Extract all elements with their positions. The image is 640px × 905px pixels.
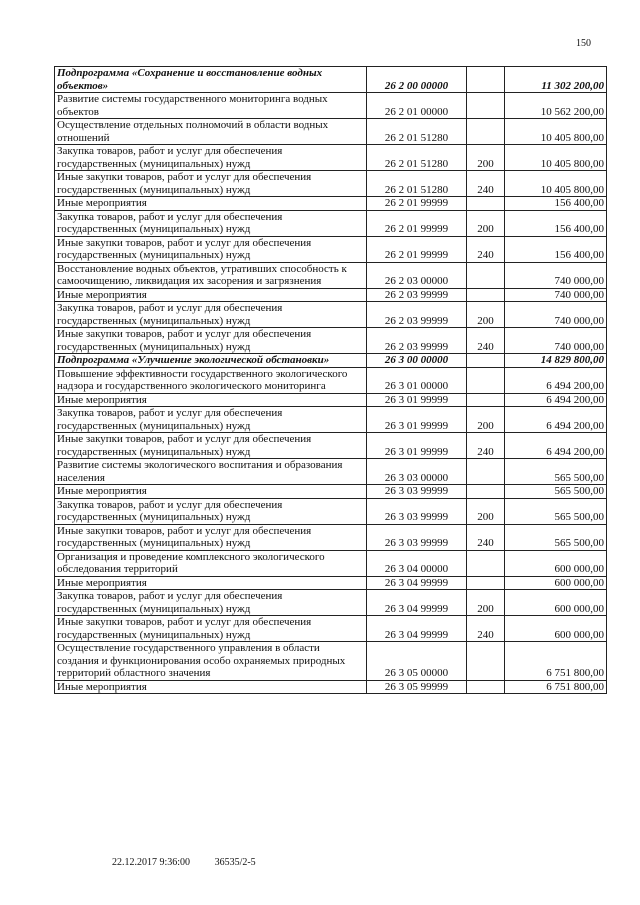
row-name-cell: Закупка товаров, работ и услуг для обеспечения государственных (муниципальных) нужд xyxy=(55,590,367,616)
row-expense-type-cell: 200 xyxy=(467,498,505,524)
row-name-cell: Иные закупки товаров, работ и услуг для обеспечения государственных (муниципальных) нужд xyxy=(55,328,367,354)
row-expense-type-cell: 240 xyxy=(467,236,505,262)
row-code-cell: 26 3 05 00000 xyxy=(367,642,467,681)
row-expense-type-cell xyxy=(467,576,505,590)
row-name-cell: Иные мероприятия xyxy=(55,485,367,499)
table-row xyxy=(55,145,607,171)
row-code-cell: 26 3 01 00000 xyxy=(367,367,467,393)
row-code-cell: 26 3 04 99999 xyxy=(367,576,467,590)
row-expense-type-cell xyxy=(467,459,505,485)
row-sum-cell: 10 405 800,00 xyxy=(505,171,607,197)
row-sum-cell: 10 562 200,00 xyxy=(505,93,607,119)
row-sum-cell: 156 400,00 xyxy=(505,236,607,262)
row-expense-type-cell: 240 xyxy=(467,171,505,197)
row-name-cell: Иные мероприятия xyxy=(55,680,367,694)
table-row xyxy=(55,328,607,354)
budget-table xyxy=(54,66,607,694)
row-sum-cell: 6 751 800,00 xyxy=(505,642,607,681)
row-expense-type-cell: 240 xyxy=(467,328,505,354)
row-code-cell: 26 2 03 00000 xyxy=(367,262,467,288)
table-row xyxy=(55,590,607,616)
row-code-cell: 26 3 04 99999 xyxy=(367,590,467,616)
row-sum-cell: 10 405 800,00 xyxy=(505,145,607,171)
row-sum-cell: 740 000,00 xyxy=(505,328,607,354)
table-row xyxy=(55,550,607,576)
row-sum-cell: 156 400,00 xyxy=(505,210,607,236)
row-name-cell: Закупка товаров, работ и услуг для обеспечения государственных (муниципальных) нужд xyxy=(55,498,367,524)
row-expense-type-cell xyxy=(467,680,505,694)
row-expense-type-cell: 200 xyxy=(467,210,505,236)
row-expense-type-cell xyxy=(467,393,505,407)
row-sum-cell: 600 000,00 xyxy=(505,616,607,642)
table-row xyxy=(55,524,607,550)
row-name-cell: Закупка товаров, работ и услуг для обеспечения государственных (муниципальных) нужд xyxy=(55,210,367,236)
row-code-cell: 26 3 03 00000 xyxy=(367,459,467,485)
row-name-cell: Иные закупки товаров, работ и услуг для обеспечения государственных (муниципальных) нужд xyxy=(55,616,367,642)
row-name-cell: Иные мероприятия xyxy=(55,197,367,211)
row-code-cell: 26 3 03 99999 xyxy=(367,498,467,524)
row-name-cell: Иные закупки товаров, работ и услуг для обеспечения государственных (муниципальных) нужд xyxy=(55,524,367,550)
document-footer xyxy=(112,857,278,868)
table-row xyxy=(55,393,607,407)
table-row xyxy=(55,459,607,485)
row-code-cell: 26 2 01 00000 xyxy=(367,93,467,119)
subprogram-row xyxy=(55,354,607,368)
footer-datetime: 22.12.2017 9:36:00 xyxy=(112,857,191,868)
table-row xyxy=(55,93,607,119)
row-expense-type-cell xyxy=(467,642,505,681)
row-code-cell: 26 3 04 99999 xyxy=(367,616,467,642)
row-expense-type-cell xyxy=(467,262,505,288)
row-expense-type-cell: 200 xyxy=(467,590,505,616)
row-sum-cell: 6 751 800,00 xyxy=(505,680,607,694)
row-sum-cell: 14 829 800,00 xyxy=(505,354,607,368)
table-row xyxy=(55,236,607,262)
row-sum-cell: 600 000,00 xyxy=(505,576,607,590)
row-name-cell: Иные закупки товаров, работ и услуг для обеспечения государственных (муниципальных) нужд xyxy=(55,171,367,197)
row-name-cell: Закупка товаров, работ и услуг для обеспечения государственных (муниципальных) нужд xyxy=(55,407,367,433)
row-code-cell: 26 3 01 99999 xyxy=(367,407,467,433)
row-expense-type-cell xyxy=(467,367,505,393)
row-name-cell: Восстановление водных объектов, утративших способность к самоочищению, ликвидация их засорения и загрязнения xyxy=(55,262,367,288)
row-name-cell: Организация и проведение комплексного экологического обследования территорий xyxy=(55,550,367,576)
row-code-cell: 26 3 05 99999 xyxy=(367,680,467,694)
row-name-cell: Осуществление государственного управления в области создания и функционирования особо охраняемых природных территорий областного значения xyxy=(55,642,367,681)
row-expense-type-cell: 200 xyxy=(467,145,505,171)
row-expense-type-cell xyxy=(467,197,505,211)
table-row xyxy=(55,197,607,211)
row-code-cell: 26 3 03 99999 xyxy=(367,524,467,550)
row-name-cell: Иные закупки товаров, работ и услуг для обеспечения государственных (муниципальных) нужд xyxy=(55,433,367,459)
table-row xyxy=(55,498,607,524)
row-code-cell: 26 2 01 99999 xyxy=(367,236,467,262)
row-sum-cell: 11 302 200,00 xyxy=(505,67,607,93)
table-row xyxy=(55,642,607,681)
row-code-cell: 26 3 03 99999 xyxy=(367,485,467,499)
row-sum-cell: 565 500,00 xyxy=(505,485,607,499)
table-row xyxy=(55,302,607,328)
row-name-cell: Развитие системы экологического воспитания и образования населения xyxy=(55,459,367,485)
row-code-cell: 26 2 03 99999 xyxy=(367,288,467,302)
footer-doc-id: 36535/2-5 xyxy=(214,857,256,868)
table-row xyxy=(55,680,607,694)
row-code-cell: 26 3 01 99999 xyxy=(367,393,467,407)
table-row xyxy=(55,367,607,393)
row-name-cell: Закупка товаров, работ и услуг для обеспечения государственных (муниципальных) нужд xyxy=(55,302,367,328)
table-row xyxy=(55,433,607,459)
row-sum-cell: 600 000,00 xyxy=(505,550,607,576)
row-name-cell: Осуществление отдельных полномочий в области водных отношений xyxy=(55,119,367,145)
row-code-cell: 26 3 04 00000 xyxy=(367,550,467,576)
table-row xyxy=(55,171,607,197)
row-sum-cell: 10 405 800,00 xyxy=(505,119,607,145)
table-row xyxy=(55,616,607,642)
row-code-cell: 26 2 03 99999 xyxy=(367,302,467,328)
row-sum-cell: 6 494 200,00 xyxy=(505,433,607,459)
table-row xyxy=(55,262,607,288)
row-sum-cell: 600 000,00 xyxy=(505,590,607,616)
table-row xyxy=(55,119,607,145)
row-sum-cell: 740 000,00 xyxy=(505,262,607,288)
row-code-cell: 26 3 01 99999 xyxy=(367,433,467,459)
row-code-cell: 26 2 03 99999 xyxy=(367,328,467,354)
row-expense-type-cell xyxy=(467,67,505,93)
table-row xyxy=(55,576,607,590)
row-expense-type-cell xyxy=(467,93,505,119)
row-code-cell: 26 2 01 99999 xyxy=(367,210,467,236)
row-expense-type-cell xyxy=(467,485,505,499)
row-name-cell: Иные закупки товаров, работ и услуг для обеспечения государственных (муниципальных) нужд xyxy=(55,236,367,262)
row-name-cell: Иные мероприятия xyxy=(55,576,367,590)
row-expense-type-cell: 240 xyxy=(467,433,505,459)
row-name-cell: Иные мероприятия xyxy=(55,393,367,407)
row-expense-type-cell: 200 xyxy=(467,302,505,328)
row-code-cell: 26 2 01 51280 xyxy=(367,145,467,171)
row-expense-type-cell xyxy=(467,550,505,576)
row-code-cell: 26 2 01 51280 xyxy=(367,171,467,197)
row-code-cell: 26 2 01 51280 xyxy=(367,119,467,145)
row-sum-cell: 6 494 200,00 xyxy=(505,393,607,407)
table-row xyxy=(55,288,607,302)
row-code-cell: 26 2 01 99999 xyxy=(367,197,467,211)
row-expense-type-cell: 240 xyxy=(467,616,505,642)
row-sum-cell: 156 400,00 xyxy=(505,197,607,211)
row-expense-type-cell: 200 xyxy=(467,407,505,433)
row-code-cell: 26 3 00 00000 xyxy=(367,354,467,368)
row-name-cell: Повышение эффективности государственного экологического надзора и государственного экологического мониторинга xyxy=(55,367,367,393)
row-expense-type-cell xyxy=(467,119,505,145)
page-number: 150 xyxy=(576,38,591,49)
row-sum-cell: 6 494 200,00 xyxy=(505,407,607,433)
table-row xyxy=(55,407,607,433)
subprogram-row xyxy=(55,67,607,93)
row-name-cell: Подпрограмма «Сохранение и восстановление водных объектов» xyxy=(55,67,367,93)
row-expense-type-cell: 240 xyxy=(467,524,505,550)
row-name-cell: Иные мероприятия xyxy=(55,288,367,302)
row-sum-cell: 565 500,00 xyxy=(505,459,607,485)
table-row xyxy=(55,485,607,499)
budget-table-body xyxy=(55,67,607,694)
row-sum-cell: 740 000,00 xyxy=(505,302,607,328)
row-sum-cell: 740 000,00 xyxy=(505,288,607,302)
row-sum-cell: 565 500,00 xyxy=(505,524,607,550)
table-row xyxy=(55,210,607,236)
row-name-cell: Подпрограмма «Улучшение экологической обстановки» xyxy=(55,354,367,368)
row-expense-type-cell xyxy=(467,354,505,368)
row-name-cell: Развитие системы государственного мониторинга водных объектов xyxy=(55,93,367,119)
row-code-cell: 26 2 00 00000 xyxy=(367,67,467,93)
row-name-cell: Закупка товаров, работ и услуг для обеспечения государственных (муниципальных) нужд xyxy=(55,145,367,171)
row-expense-type-cell xyxy=(467,288,505,302)
row-sum-cell: 565 500,00 xyxy=(505,498,607,524)
row-sum-cell: 6 494 200,00 xyxy=(505,367,607,393)
